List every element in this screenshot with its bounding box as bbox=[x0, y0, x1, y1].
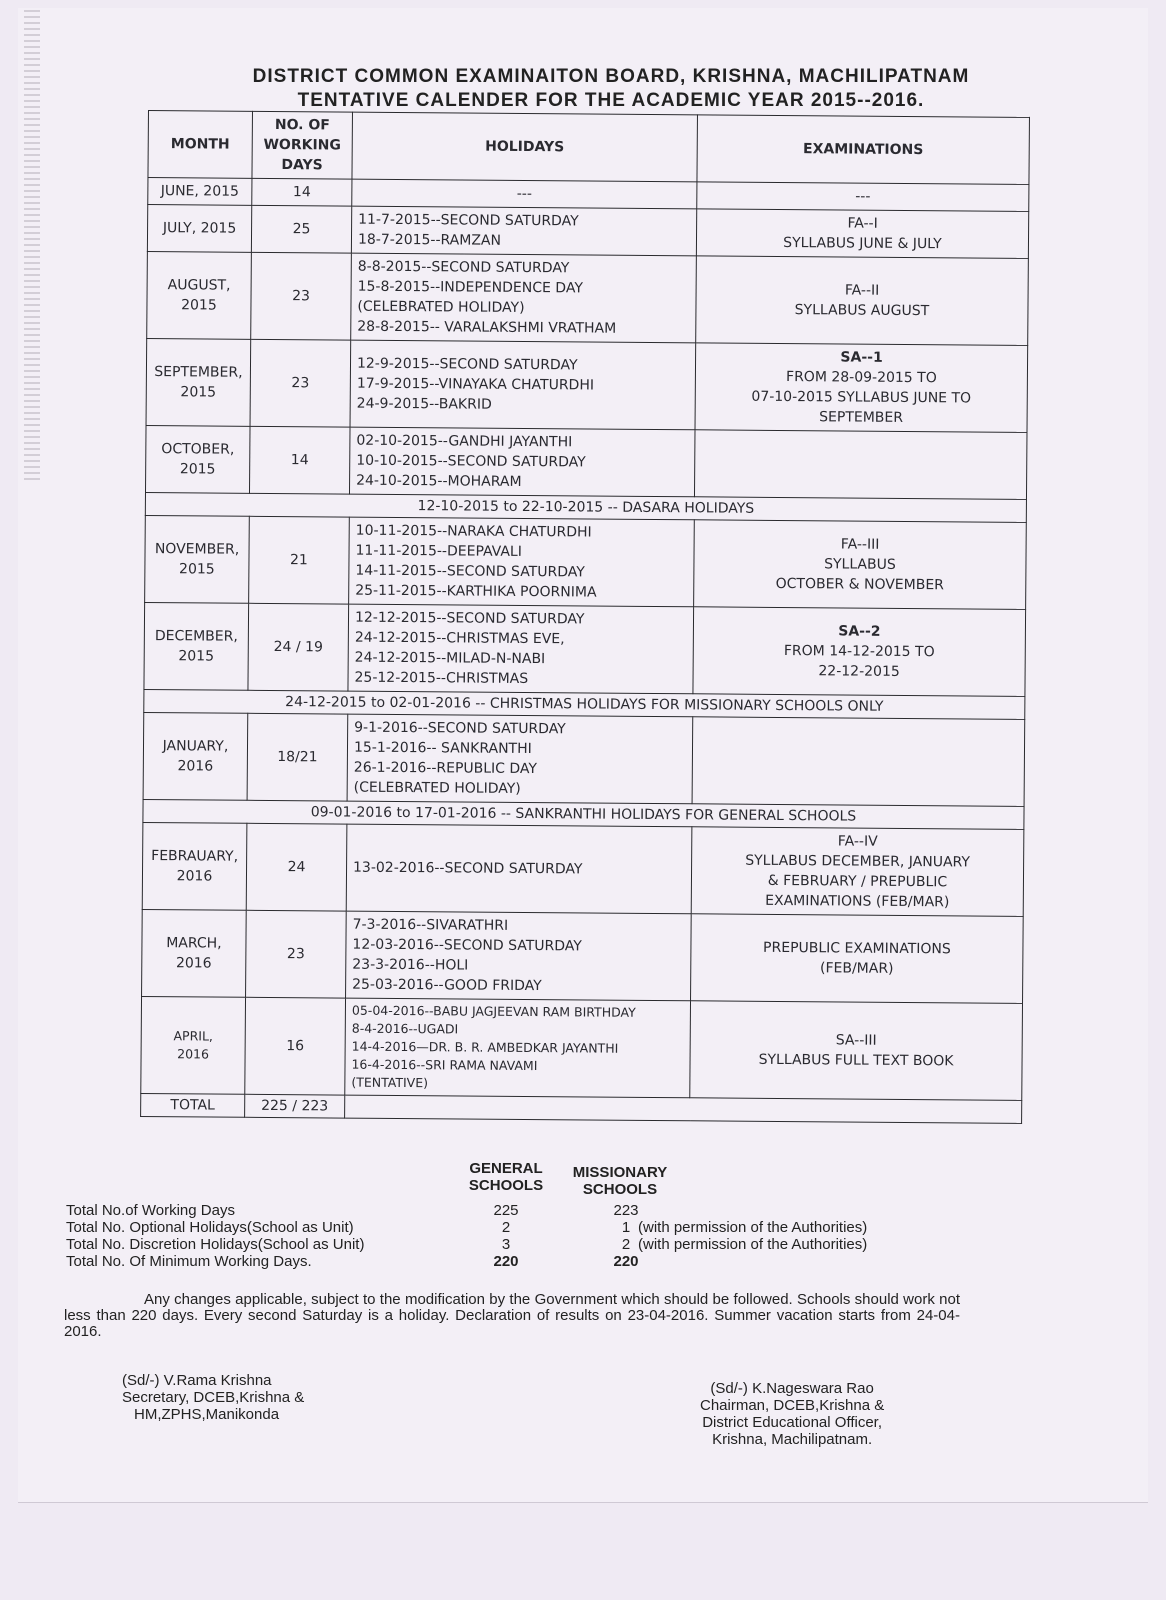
calendar-table bbox=[140, 110, 1030, 1124]
examinations-cell bbox=[696, 256, 1029, 346]
total-empty-cell bbox=[345, 1095, 1022, 1123]
missionary-value: 223 bbox=[613, 1202, 639, 1219]
summary-note: (with permission of the Authorities) bbox=[638, 1219, 868, 1236]
holiday-entry: 24-12-2015--MILAD-N-NABI bbox=[354, 649, 546, 668]
exam-entry: FA--I bbox=[847, 215, 878, 232]
month-label: JUNE, 2015 bbox=[160, 183, 240, 200]
working-days-cell: 14 bbox=[249, 426, 350, 494]
missionary-head-line: SCHOOLS bbox=[582, 1181, 658, 1198]
signature-line: HM,ZPHS,Manikonda bbox=[134, 1406, 280, 1423]
examinations-cell bbox=[694, 520, 1027, 610]
holidays-cell bbox=[348, 604, 694, 694]
exam-entry: FA--III bbox=[840, 536, 880, 553]
month-label: 2015 bbox=[179, 561, 215, 578]
holiday-entry: 10-10-2015--SECOND SATURDAY bbox=[356, 452, 586, 471]
holidays-header: HOLIDAYS bbox=[352, 112, 698, 182]
holiday-entry: 05-04-2016--BABU JAGJEEVAN RAM BIRTHDAY bbox=[351, 1002, 636, 1020]
general-schools-header bbox=[450, 1160, 562, 1194]
summary-row bbox=[66, 1236, 966, 1253]
exam-entry: FA--IV bbox=[837, 833, 878, 850]
month-label: 2016 bbox=[177, 1046, 210, 1062]
exam-entry: SEPTEMBER bbox=[819, 409, 904, 426]
exam-entry: SYLLABUS DECEMBER, JANUARY bbox=[745, 852, 971, 871]
exam-entry: SA--2 bbox=[838, 623, 881, 640]
examinations-cell bbox=[690, 1001, 1023, 1101]
exam-entry: 22-12-2015 bbox=[818, 663, 900, 680]
month-label: OCTOBER, bbox=[161, 441, 235, 458]
holiday-entry: 12-9-2015--SECOND SATURDAY bbox=[356, 355, 578, 374]
working-days-cell: 23 bbox=[250, 339, 351, 427]
holiday-entry: 7-3-2016--SIVARATHRI bbox=[352, 916, 509, 934]
holiday-entry: 11-11-2015--DEEPAVALI bbox=[355, 542, 522, 560]
holidays-cell bbox=[345, 998, 691, 1098]
calendar-title: TENTATIVE CALENDER FOR THE ACADEMIC YEAR 2015--2016. bbox=[297, 90, 925, 111]
month-label: MARCH, bbox=[166, 935, 222, 952]
exam-entry: & FEBRUARY / PREPUBLIC bbox=[767, 872, 948, 891]
month-label: NOVEMBER, bbox=[154, 541, 240, 558]
holidays-cell bbox=[347, 714, 693, 804]
holidays-cell bbox=[349, 427, 695, 497]
working-days-cell: 25 bbox=[251, 205, 351, 253]
holiday-entry: --- bbox=[516, 185, 532, 203]
days-header-line: WORKING bbox=[263, 136, 341, 154]
month-label: APRIL, bbox=[173, 1028, 213, 1044]
total-label: TOTAL bbox=[141, 1093, 245, 1117]
holiday-entry: 8-8-2015--SECOND SATURDAY bbox=[357, 258, 570, 277]
holidays-cell bbox=[351, 206, 696, 256]
exam-entry: SA--III bbox=[835, 1032, 877, 1049]
month-row bbox=[145, 425, 1026, 499]
working-days-cell: 14 bbox=[252, 178, 352, 206]
examinations-cell bbox=[695, 343, 1028, 433]
general-head-line: SCHOOLS bbox=[468, 1177, 544, 1194]
holiday-entry: 24-10-2015--MOHARAM bbox=[356, 472, 522, 490]
holiday-entry: 14-4-2016—DR. B. R. AMBEDKAR JAYANTHI bbox=[351, 1038, 619, 1056]
month-label: 2016 bbox=[175, 955, 212, 972]
month-cell bbox=[146, 338, 251, 426]
general-value: 225 bbox=[493, 1202, 519, 1219]
exam-entry: OCTOBER & NOVEMBER bbox=[775, 575, 944, 594]
month-label: 2015 bbox=[179, 461, 216, 478]
month-label: 2016 bbox=[176, 868, 213, 885]
holiday-entry: 24-12-2015--CHRISTMAS EVE, bbox=[354, 629, 565, 648]
month-cell bbox=[141, 996, 246, 1094]
month-cell bbox=[148, 178, 252, 206]
general-head-line: GENERAL bbox=[469, 1160, 543, 1177]
working-days-cell: 23 bbox=[246, 910, 347, 998]
working-days-cell: 18/21 bbox=[247, 713, 348, 801]
signature-line: (Sd/-) V.Rama Krishna bbox=[122, 1372, 272, 1389]
month-cell bbox=[147, 251, 252, 339]
holiday-banner: 24-12-2015 to 02-01-2016 -- CHRISTMAS HOLIDAYS FOR MISSIONARY SCHOOLS ONLY bbox=[144, 689, 1025, 719]
month-cell bbox=[143, 712, 248, 800]
examinations-cell bbox=[696, 209, 1028, 259]
month-row bbox=[143, 712, 1025, 806]
holiday-entry: 15-1-2016-- SANKRANTHI bbox=[353, 739, 532, 758]
month-row bbox=[141, 996, 1023, 1100]
month-label: 2015 bbox=[178, 648, 215, 665]
holidays-cell bbox=[350, 340, 696, 430]
working-days-cell: 24 / 19 bbox=[248, 603, 349, 691]
holiday-entry: 11-7-2015--SECOND SATURDAY bbox=[358, 211, 579, 230]
exam-entry: (FEB/MAR) bbox=[819, 960, 894, 977]
month-label: AUGUST, bbox=[167, 277, 231, 294]
signature-line: District Educational Officer, bbox=[702, 1414, 883, 1431]
holiday-entry: 25-12-2015--CHRISTMAS bbox=[354, 669, 529, 688]
holiday-entry: 18-7-2015--RAMZAN bbox=[357, 231, 502, 249]
month-cell bbox=[147, 205, 251, 253]
holiday-entry: 23-3-2016--HOLI bbox=[352, 956, 469, 974]
general-value: 2 bbox=[501, 1219, 511, 1236]
month-label: DECEMBER, bbox=[154, 628, 238, 645]
holiday-entry: 12-03-2016--SECOND SATURDAY bbox=[352, 936, 582, 955]
holiday-entry: 13-02-2016--SECOND SATURDAY bbox=[352, 859, 583, 878]
days-header-line: NO. OF bbox=[274, 116, 330, 134]
missionary-value: 1 bbox=[621, 1219, 631, 1236]
missionary-head-line: MISSIONARY bbox=[572, 1164, 668, 1181]
examinations-cell bbox=[691, 827, 1024, 917]
month-header: MONTH bbox=[148, 111, 253, 179]
month-label: 2015 bbox=[180, 384, 217, 401]
board-title: DISTRICT COMMON EXAMINAITON BOARD, KRISHNA, MACHILIPATNAM bbox=[252, 66, 970, 87]
holiday-entry: 16-4-2016--SRI RAMA NAVAMI bbox=[351, 1056, 538, 1074]
general-value: 3 bbox=[501, 1236, 511, 1253]
table-header-row bbox=[148, 111, 1029, 185]
month-row bbox=[146, 338, 1028, 432]
holiday-banner: 09-01-2016 to 17-01-2016 -- SANKRANTHI HOLIDAYS FOR GENERAL SCHOOLS bbox=[143, 799, 1024, 829]
month-label: SEPTEMBER, bbox=[154, 364, 243, 381]
summary-row bbox=[66, 1253, 966, 1270]
holidays-cell bbox=[349, 517, 695, 607]
month-cell bbox=[145, 425, 250, 493]
summary-row bbox=[66, 1202, 966, 1219]
note-paragraph: Any changes applicable, subject to the modification by the Government which should be followed. Schools should work not less than 220 days. Every second Saturday is a holiday. Declaration of results on 23-04-2016. Summer vacation starts from 24-04-2016. bbox=[64, 1291, 960, 1340]
signature-line: Chairman, DCEB,Krishna & bbox=[700, 1397, 885, 1414]
days-header-line: DAYS bbox=[281, 157, 323, 174]
month-row bbox=[147, 251, 1029, 345]
working-days-cell: 24 bbox=[246, 823, 347, 911]
missionary-value: 220 bbox=[613, 1253, 639, 1270]
month-cell bbox=[145, 515, 250, 603]
holiday-entry: 02-10-2015--GANDHI JAYANTHI bbox=[356, 432, 573, 451]
summary-row bbox=[66, 1219, 966, 1236]
month-row bbox=[142, 822, 1024, 916]
working-days-cell: 21 bbox=[249, 516, 350, 604]
exam-entry: SYLLABUS bbox=[824, 556, 896, 573]
exam-entry: SA--1 bbox=[840, 349, 883, 366]
exam-entry: --- bbox=[855, 188, 871, 205]
holiday-entry: 8-4-2016--UGADI bbox=[351, 1020, 459, 1037]
exam-entry: PREPUBLIC EXAMINATIONS bbox=[763, 939, 951, 958]
holiday-entry: 9-1-2016--SECOND SATURDAY bbox=[354, 719, 566, 738]
month-row bbox=[142, 909, 1024, 1003]
holiday-entry: 28-8-2015-- VARALAKSHMI VRATHAM bbox=[357, 318, 617, 337]
month-label: JULY, 2015 bbox=[162, 220, 237, 237]
exam-entry: FROM 14-12-2015 TO bbox=[783, 643, 935, 661]
signature-line: Secretary, DCEB,Krishna & bbox=[122, 1389, 305, 1406]
holiday-entry: 17-9-2015--VINAYAKA CHATURDHI bbox=[356, 375, 595, 394]
holiday-entry: 14-11-2015--SECOND SATURDAY bbox=[355, 562, 585, 581]
exam-entry: SYLLABUS FULL TEXT BOOK bbox=[758, 1051, 954, 1070]
examinations-cell bbox=[692, 717, 1025, 807]
holiday-entry: (CELEBRATED HOLIDAY) bbox=[353, 779, 521, 797]
holiday-entry: 10-11-2015--NARAKA CHATURDHI bbox=[355, 522, 592, 541]
holiday-entry: (CELEBRATED HOLIDAY) bbox=[357, 298, 525, 316]
holiday-entry: 12-12-2015--SECOND SATURDAY bbox=[354, 609, 585, 628]
examinations-cell bbox=[697, 182, 1029, 212]
holiday-entry: 26-1-2016--REPUBLIC DAY bbox=[353, 759, 538, 778]
summary-label: Total No.of Working Days bbox=[66, 1202, 235, 1219]
chairman-signature bbox=[700, 1380, 884, 1448]
working-days-cell: 23 bbox=[251, 252, 352, 340]
exam-entry: 07-10-2015 SYLLABUS JUNE TO bbox=[751, 388, 972, 407]
signature-line: (Sd/-) K.Nageswara Rao bbox=[710, 1380, 874, 1397]
holidays-cell bbox=[346, 911, 692, 1001]
month-label: 2016 bbox=[177, 758, 214, 775]
total-days: 225 / 223 bbox=[245, 1094, 345, 1118]
holiday-entry: (TENTATIVE) bbox=[351, 1074, 429, 1091]
summary-label: Total No. Of Minimum Working Days. bbox=[66, 1253, 312, 1270]
exam-entry: SYLLABUS AUGUST bbox=[794, 302, 930, 320]
summary-label: Total No. Discretion Holidays(School as Unit) bbox=[66, 1236, 365, 1253]
missionary-schools-header bbox=[560, 1164, 680, 1198]
month-row bbox=[147, 205, 1028, 259]
holiday-entry: 24-9-2015--BAKRID bbox=[356, 395, 492, 413]
month-cell bbox=[142, 822, 247, 910]
exam-entry: SYLLABUS JUNE & JULY bbox=[783, 234, 942, 253]
exam-entry: FA--II bbox=[844, 282, 880, 299]
holidays-cell bbox=[352, 179, 697, 209]
secretary-signature bbox=[122, 1372, 304, 1423]
exam-entry: EXAMINATIONS (FEB/MAR) bbox=[765, 892, 950, 911]
examinations-cell bbox=[693, 607, 1026, 697]
month-cell bbox=[142, 909, 247, 997]
holiday-entry: 25-11-2015--KARTHIKA POORNIMA bbox=[355, 582, 597, 601]
examinations-cell bbox=[691, 914, 1024, 1004]
holiday-entry: 15-8-2015--INDEPENDENCE DAY bbox=[357, 278, 583, 297]
month-label: JANUARY, bbox=[162, 738, 229, 755]
working-days-header bbox=[252, 111, 353, 179]
summary-note: (with permission of the Authorities) bbox=[638, 1236, 868, 1253]
missionary-value: 2 bbox=[621, 1236, 631, 1253]
month-cell bbox=[144, 602, 249, 690]
holidays-cell bbox=[351, 253, 697, 343]
month-label: 2015 bbox=[181, 297, 217, 314]
examinations-header: EXAMINATIONS bbox=[697, 115, 1030, 185]
examinations-cell bbox=[694, 430, 1027, 500]
holidays-cell bbox=[346, 824, 692, 914]
month-row bbox=[144, 602, 1026, 696]
holiday-entry: 25-03-2016--GOOD FRIDAY bbox=[352, 976, 542, 995]
holiday-banner: 12-10-2015 to 22-10-2015 -- DASARA HOLIDAYS bbox=[145, 492, 1026, 522]
exam-entry: FROM 28-09-2015 TO bbox=[786, 369, 937, 387]
working-days-cell: 16 bbox=[245, 997, 346, 1095]
general-value: 220 bbox=[493, 1253, 519, 1270]
month-label: FEBRAUARY, bbox=[151, 848, 239, 865]
signature-line: Krishna, Machilipatnam. bbox=[712, 1431, 873, 1448]
summary-label: Total No. Optional Holidays(School as Unit) bbox=[66, 1219, 354, 1236]
month-row bbox=[145, 515, 1027, 609]
